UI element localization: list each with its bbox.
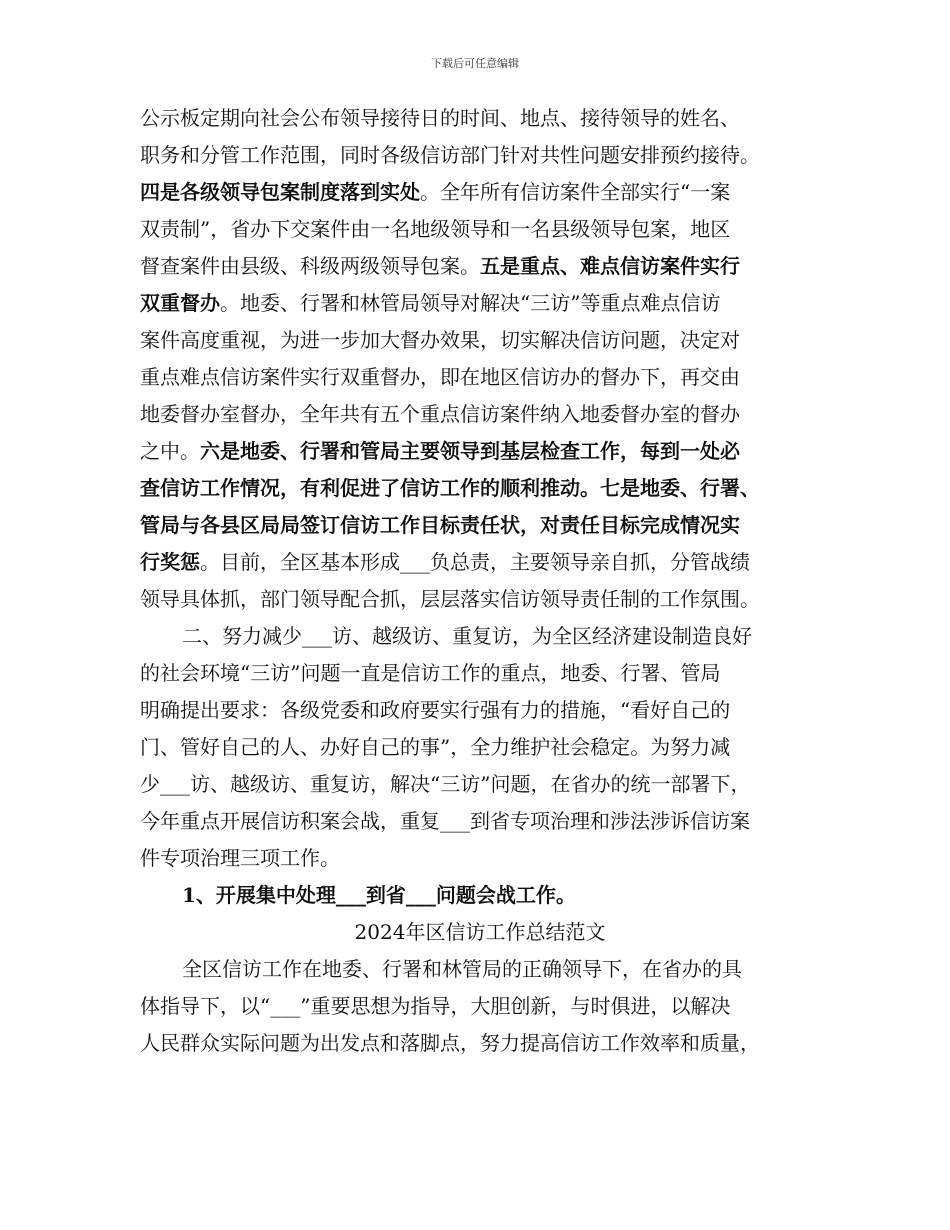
text-line bbox=[140, 618, 820, 655]
text-segment: 明确提出要求：各级党委和政府要实行强有力的措施，“看好自己的 bbox=[140, 698, 731, 722]
bold-text-segment: 1、开展集中处理___到省___问题会战工作。 bbox=[182, 883, 576, 907]
text-line bbox=[140, 544, 820, 581]
text-segment: 督查案件由县级、科级两级领导包案。 bbox=[140, 254, 480, 278]
text-line bbox=[140, 396, 820, 433]
bold-text-segment: 行奖惩 bbox=[140, 550, 200, 574]
bold-text-segment: 双重督办 bbox=[140, 291, 220, 315]
text-segment: 地委督办室督办，全年共有五个重点信访案件纳入地委督办室的督办 bbox=[140, 402, 740, 426]
text-line bbox=[140, 322, 820, 359]
text-line bbox=[140, 137, 820, 174]
text-segment: 。目前，全区基本形成___负总责，主要领导亲自抓，分管战绩 bbox=[200, 550, 750, 574]
text-line bbox=[140, 174, 820, 211]
text-segment: 件专项治理三项工作。 bbox=[140, 846, 340, 870]
text-segment: 重点难点信访案件实行双重督办，即在地区信访办的督办下，再交由 bbox=[140, 365, 740, 389]
text-segment: 。全年所有信访案件全部实行“一案 bbox=[420, 180, 731, 204]
text-segment: 公示板定期向社会公布领导接待日的时间、地点、接待领导的姓名、 bbox=[140, 106, 740, 130]
text-line bbox=[140, 803, 820, 840]
text-line bbox=[140, 655, 820, 692]
text-line bbox=[140, 988, 820, 1025]
text-segment: 领导具体抓，部门领导配合抓，层层落实信访领导责任制的工作氛围。 bbox=[140, 587, 760, 611]
text-segment: 人民群众实际问题为出发点和落脚点，努力提高信访工作效率和质量， bbox=[140, 1031, 760, 1055]
text-line bbox=[140, 359, 820, 396]
text-segment: 今年重点开展信访积案会战，重复___到省专项治理和涉法涉诉信访案 bbox=[140, 809, 750, 833]
text-segment: 2024年区信访工作总结范文 bbox=[354, 920, 606, 944]
text-line bbox=[140, 507, 820, 544]
text-line bbox=[140, 840, 820, 877]
text-line bbox=[140, 581, 820, 618]
page-header: 下载后可任意编辑 bbox=[431, 57, 519, 70]
text-segment: 全区信访工作在地委、行署和林管局的正确领导下，在省办的具 bbox=[182, 957, 742, 981]
text-segment: 。地委、行署和林管局领导对解决“三访”等重点难点信访 bbox=[220, 291, 721, 315]
section-title bbox=[140, 914, 820, 951]
text-segment: 双责制”，省办下交案件由一名地级领导和一名县级领导包案，地区 bbox=[140, 217, 731, 241]
text-line bbox=[140, 470, 820, 507]
text-line bbox=[140, 248, 820, 285]
text-line bbox=[140, 729, 820, 766]
text-line bbox=[140, 877, 820, 914]
text-line bbox=[140, 1025, 820, 1062]
text-segment: 少___访、越级访、重复访，解决“三访”问题，在省办的统一部署下， bbox=[140, 772, 751, 796]
bold-text-segment: 五是重点、难点信访案件实行 bbox=[480, 254, 740, 278]
text-segment: 案件高度重视，为进一步加大督办效果，切实解决信访问题，决定对 bbox=[140, 328, 740, 352]
text-segment: 职务和分管工作范围，同时各级信访部门针对共性问题安排预约接待。 bbox=[140, 143, 760, 167]
text-line bbox=[140, 285, 820, 322]
text-line bbox=[140, 100, 820, 137]
text-line bbox=[140, 211, 820, 248]
text-segment: 体指导下，以“___”重要思想为指导，大胆创新，与时俱进，以解决 bbox=[140, 994, 731, 1018]
document-body bbox=[140, 100, 820, 1062]
text-line bbox=[140, 951, 820, 988]
text-segment: 门、管好自己的人、办好自己的事”，全力维护社会稳定。为努力减 bbox=[140, 735, 731, 759]
bold-text-segment: 查信访工作情况，有利促进了信访工作的顺利推动。七是地委、行署、 bbox=[140, 476, 760, 500]
text-segment: 之中。 bbox=[140, 439, 200, 463]
text-line bbox=[140, 692, 820, 729]
text-line bbox=[140, 766, 820, 803]
text-line bbox=[140, 433, 820, 470]
bold-text-segment: 管局与各县区局局签订信访工作目标责任状，对责任目标完成情况实 bbox=[140, 513, 740, 537]
text-segment: 的社会环境“三访”问题一直是信访工作的重点，地委、行署、管局 bbox=[140, 661, 721, 685]
bold-text-segment: 四是各级领导包案制度落到实处 bbox=[140, 180, 420, 204]
text-segment: 二、努力减少___访、越级访、重复访，为全区经济建设制造良好 bbox=[182, 624, 752, 648]
bold-text-segment: 六是地委、行署和管局主要领导到基层检查工作，每到一处必 bbox=[200, 439, 740, 463]
